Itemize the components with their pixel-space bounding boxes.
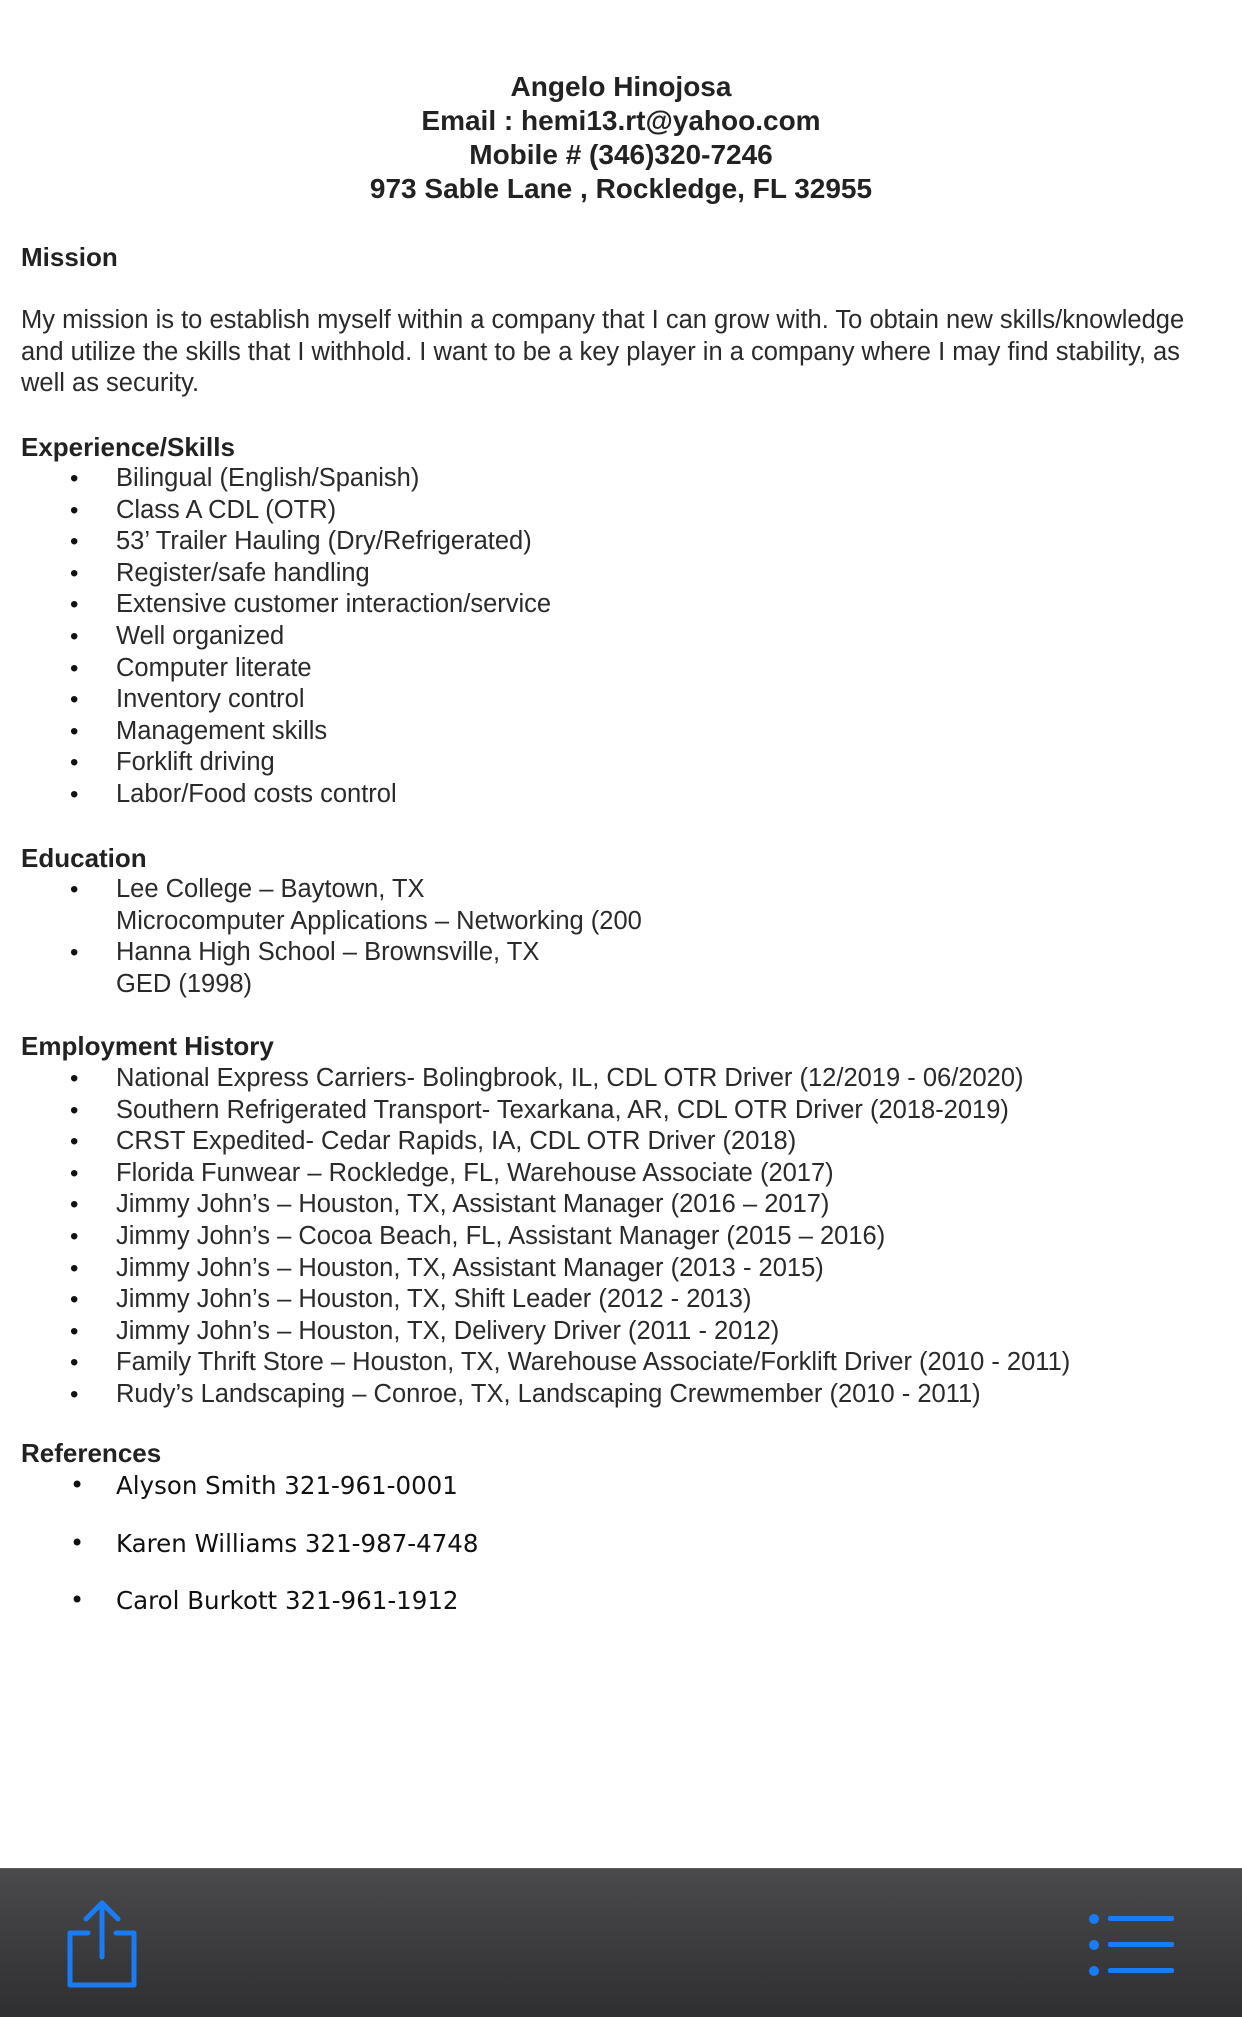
list-item: • Bilingual (English/Spanish): [0, 463, 1242, 495]
bullet-icon: •: [70, 1586, 85, 1615]
bullet-icon: •: [70, 1286, 79, 1314]
bullet-icon: •: [70, 1096, 79, 1124]
list-item: • Rudy’s Landscaping – Conroe, TX, Landscaping Crewmember (2010 - 2011): [0, 1379, 1242, 1411]
list-item: • Class A CDL (OTR): [0, 495, 1242, 527]
resume-email: Email : hemi13.rt@yahoo.com: [421, 105, 821, 136]
bullet-icon: •: [70, 780, 79, 808]
bullet-icon: •: [70, 496, 79, 524]
list-item: • Computer literate: [0, 653, 1242, 685]
list-item: • Jimmy John’s – Houston, TX, Assistant Manager (2016 – 2017): [0, 1189, 1242, 1221]
mission-text: My mission is to establish myself within a company that I can grow with. To obtain new skills/knowledge and utilize the skills that I withhold. I want to be a key player in a company where I may find stability, as well as security.: [21, 306, 1185, 397]
bullet-icon: •: [70, 1128, 79, 1156]
bullet-icon: •: [70, 1528, 85, 1557]
bullet-icon: •: [70, 591, 79, 619]
share-icon: [62, 1899, 142, 1989]
bottom-toolbar: [0, 1868, 1242, 2017]
bullet-icon: •: [70, 465, 79, 492]
experience-title: Experience/Skills: [21, 432, 235, 462]
list-item: • Hanna High School – Brownsville, TX GED (1998): [70, 938, 540, 998]
employment-title: Employment History: [21, 1031, 274, 1061]
list-item: • Southern Refrigerated Transport- Texarkana, AR, CDL OTR Driver (2018-2019): [0, 1095, 1242, 1127]
bullet-icon: •: [70, 528, 79, 556]
bullet-icon: •: [70, 654, 79, 682]
list-item: • National Express Carriers- Bolingbrook, IL, CDL OTR Driver (12/2019 - 06/2020): [0, 1063, 1242, 1095]
bullet-icon: •: [70, 717, 79, 745]
list-item: • Lee College – Baytown, TX Microcomputer Applications – Networking (200: [70, 875, 642, 935]
list-item: • Management skills: [0, 716, 1242, 748]
list-item: • Jimmy John’s – Cocoa Beach, FL, Assistant Manager (2015 – 2016): [0, 1221, 1242, 1253]
list-item: • Karen Williams 321-987-4748: [70, 1528, 479, 1558]
list-item: • Register/safe handling: [0, 558, 1242, 590]
bullet-icon: •: [70, 749, 79, 777]
list-icon: [1088, 1913, 1178, 1977]
list-item: • Extensive customer interaction/service: [0, 589, 1242, 621]
bullet-icon: •: [70, 876, 79, 903]
bullet-icon: •: [70, 1222, 79, 1250]
resume-name: Angelo Hinojosa: [510, 71, 732, 102]
bullet-icon: •: [70, 1317, 79, 1345]
resume-address: 973 Sable Lane , Rockledge, FL 32955: [369, 173, 873, 204]
resume-header: [0, 70, 1242, 206]
list-item: • Jimmy John’s – Houston, TX, Shift Leader (2012 - 2013): [0, 1284, 1242, 1316]
resume-mobile: Mobile # (346)320-7246: [469, 139, 773, 170]
bullet-icon: •: [70, 686, 79, 714]
share-button[interactable]: [62, 1899, 142, 1989]
education-list: [0, 874, 1242, 1000]
list-item: • Inventory control: [0, 684, 1242, 716]
bullet-icon: •: [70, 1065, 79, 1092]
references-list: [0, 1470, 1242, 1643]
bullet-icon: •: [70, 559, 79, 587]
list-view-button[interactable]: [1088, 1913, 1178, 1977]
list-item: • Jimmy John’s – Houston, TX, Delivery Driver (2011 - 2012): [0, 1316, 1242, 1348]
employment-list: [0, 1063, 1242, 1411]
list-item: • Well organized: [0, 621, 1242, 653]
bullet-icon: •: [70, 1254, 79, 1282]
list-item: • Jimmy John’s – Houston, TX, Assistant Manager (2013 - 2015): [0, 1253, 1242, 1285]
list-item: • Alyson Smith 321-961-0001: [70, 1471, 458, 1500]
experience-list: [0, 463, 1242, 811]
list-item: • Family Thrift Store – Houston, TX, Warehouse Associate/Forklift Driver (2010 - 2011): [0, 1347, 1242, 1379]
list-item: • Labor/Food costs control: [0, 779, 1242, 811]
bullet-icon: •: [70, 1349, 79, 1377]
list-item: • 53’ Trailer Hauling (Dry/Refrigerated): [0, 526, 1242, 558]
bullet-icon: •: [70, 1471, 85, 1499]
bullet-icon: •: [70, 622, 79, 650]
bullet-icon: •: [70, 939, 79, 967]
list-item: • Forklift driving: [0, 747, 1242, 779]
education-title: Education: [21, 843, 147, 873]
bullet-icon: •: [70, 1191, 79, 1219]
list-item: • CRST Expedited- Cedar Rapids, IA, CDL OTR Driver (2018): [0, 1126, 1242, 1158]
bullet-icon: •: [70, 1159, 79, 1187]
references-title: References: [21, 1438, 162, 1468]
list-item: • Florida Funwear – Rockledge, FL, Warehouse Associate (2017): [0, 1158, 1242, 1190]
list-item: • Carol Burkott 321-961-1912: [70, 1586, 459, 1616]
mission-title: Mission: [21, 242, 118, 272]
bullet-icon: •: [70, 1380, 79, 1408]
